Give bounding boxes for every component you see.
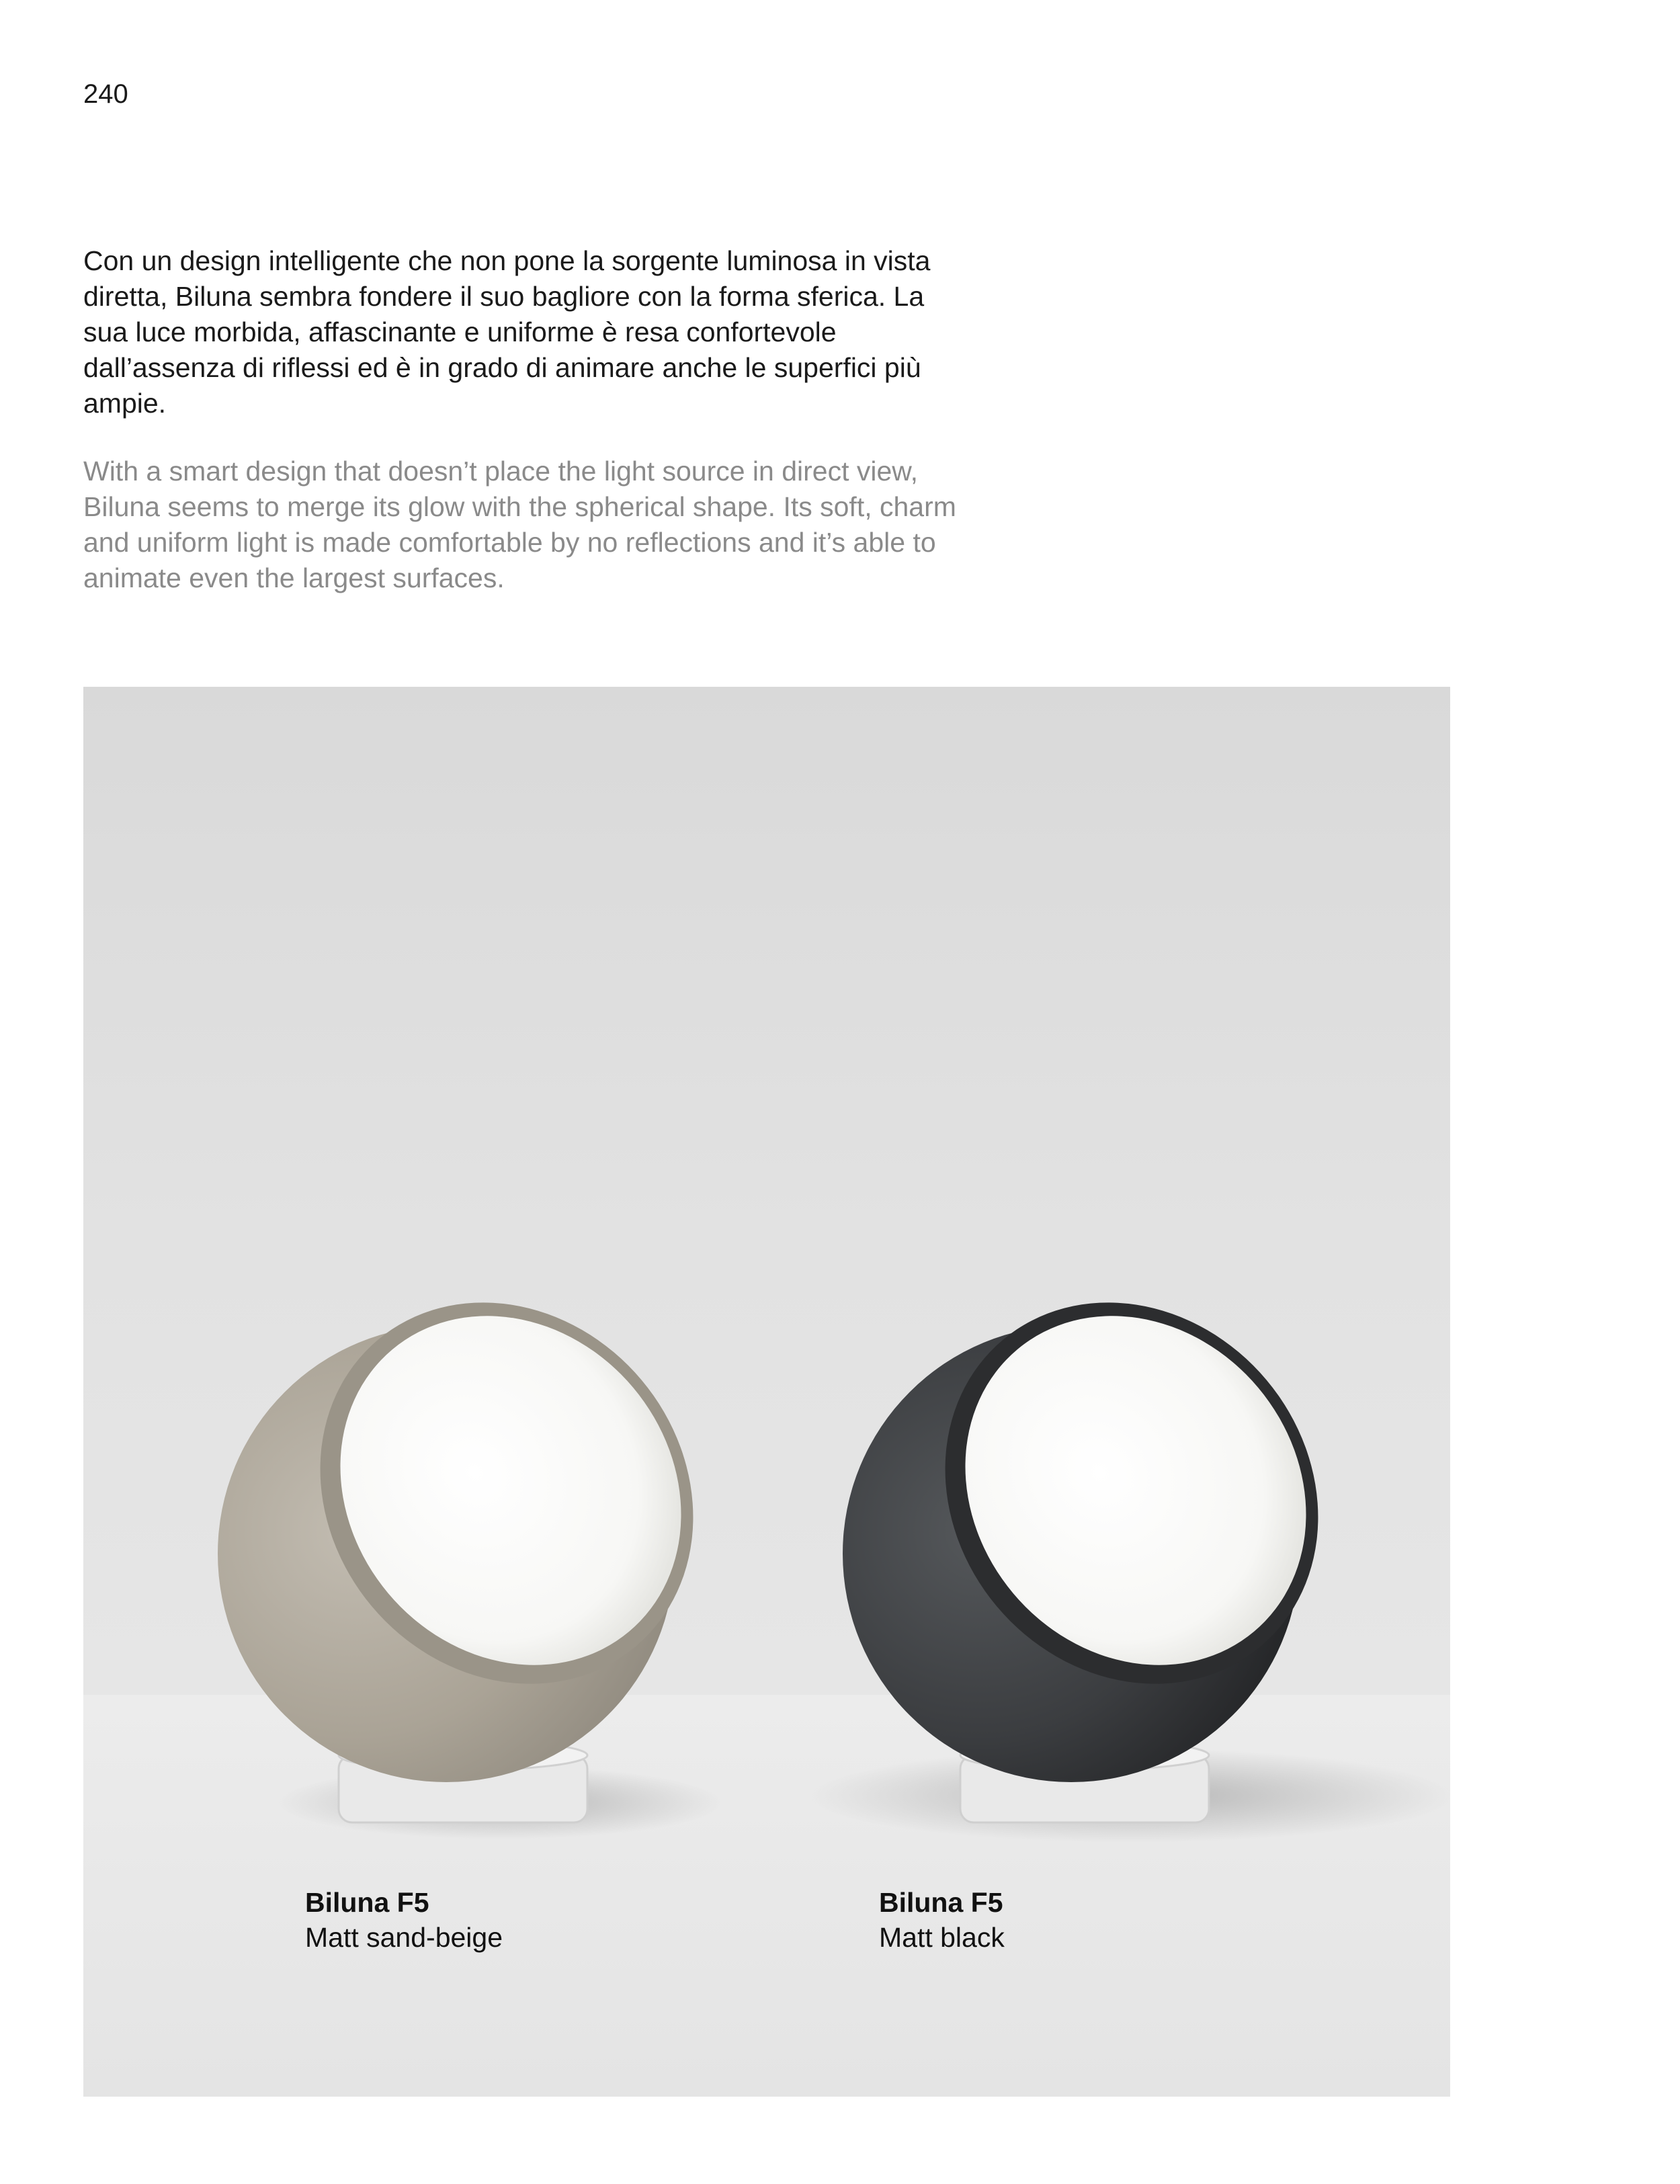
product-finish: Matt black <box>879 1922 1005 1953</box>
product-photo <box>83 687 1450 2097</box>
product-caption-right <box>879 1885 1005 1955</box>
page-number: 240 <box>83 79 128 109</box>
intro-text-block <box>83 243 957 596</box>
intro-paragraph-italian: Con un design intelligente che non pone la sorgente luminosa in vista diretta, Biluna sembra fondere il suo bagliore con la forma sferica. La sua luce morbida, affascinante e uniforme è resa confortevole dall’assenza di riflessi ed è in grado di animare anche le superfici più ampie. <box>83 245 931 419</box>
product-photo-illustration <box>83 687 1450 2097</box>
product-caption-left <box>305 1885 503 1955</box>
product-finish: Matt sand-beige <box>305 1922 503 1953</box>
intro-paragraph-english: With a smart design that doesn’t place the light source in direct view, Biluna seems to merge its glow with the spherical shape. Its soft, charm and uniform light is made comfortable by no reflections and it’s able to animate even the largest surfaces. <box>83 456 956 593</box>
product-name: Biluna F5 <box>305 1887 429 1918</box>
product-name: Biluna F5 <box>879 1887 1003 1918</box>
